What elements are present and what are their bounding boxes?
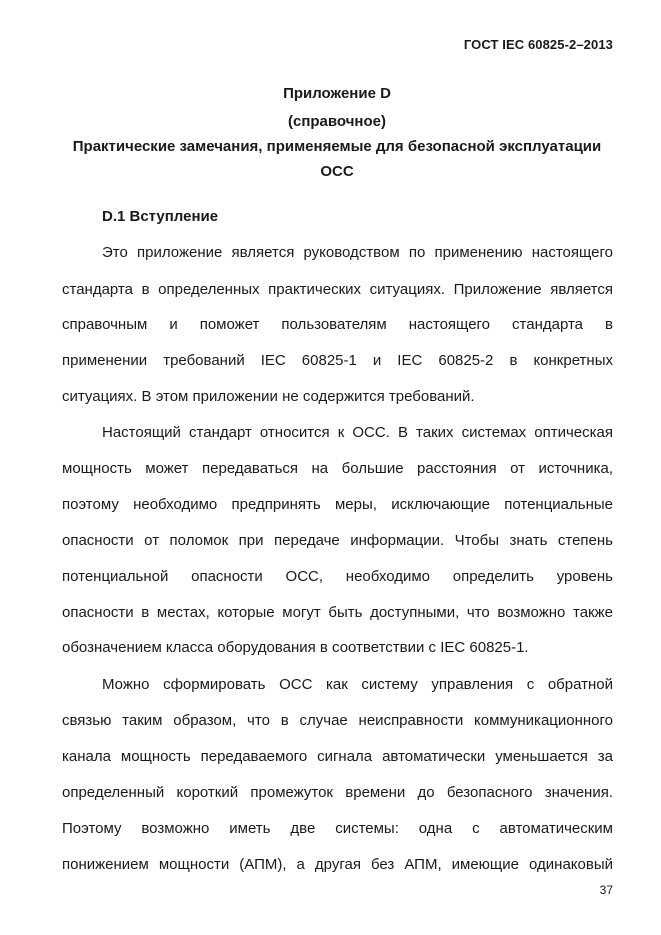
paragraph-3-line: Поэтому возможно иметь две системы: одна с автоматическим bbox=[62, 820, 613, 837]
paragraph-2-line: опасности от поломок при передаче информации. Чтобы знать степень bbox=[62, 532, 613, 549]
paragraph-3-line: связью таким образом, что в случае неисправности коммуникационного bbox=[62, 712, 613, 729]
paragraph-3-line: Можно сформировать ОСС как систему управления с обратной bbox=[102, 676, 613, 693]
paragraph-2-line: опасности в местах, которые могут быть доступными, что возможно также bbox=[62, 604, 613, 621]
paragraph-2-line: обозначением класса оборудования в соответствии с IEC 60825-1. bbox=[62, 639, 529, 656]
paragraph-1-line: применении требований IEC 60825-1 и IEC 60825-2 в конкретных bbox=[62, 352, 613, 369]
appendix-kind: (справочное) bbox=[288, 113, 386, 130]
paragraph-1-line: ситуациях. В этом приложении не содержится требований. bbox=[62, 388, 475, 405]
appendix-subtitle-line-2: ОСС bbox=[320, 163, 354, 180]
paragraph-1-line: стандарта в определенных практических ситуациях. Приложение является bbox=[62, 281, 613, 298]
paragraph-2-line: Настоящий стандарт относится к ОСС. В таких системах оптическая bbox=[102, 424, 613, 441]
paragraph-3-line: канала мощность передаваемого сигнала автоматически уменьшается за bbox=[62, 748, 613, 765]
appendix-subtitle-line-1: Практические замечания, применяемые для безопасной эксплуатации bbox=[72, 138, 602, 155]
appendix-title: Приложение D bbox=[283, 85, 391, 102]
paragraph-3-line: понижением мощности (АПМ), а другая без АПМ, имеющие одинаковый bbox=[62, 856, 613, 873]
paragraph-1-line: справочным и поможет пользователям настоящего стандарта в bbox=[62, 316, 613, 333]
paragraph-3-line: определенный короткий промежуток времени до безопасного значения. bbox=[62, 784, 613, 801]
paragraph-2-line: поэтому необходимо предпринять меры, исключающие потенциальные bbox=[62, 496, 613, 513]
page-number: 37 bbox=[599, 883, 613, 897]
paragraph-1-line: Это приложение является руководством по применению настоящего bbox=[102, 244, 613, 261]
paragraph-2-line: потенциальной опасности ОСС, необходимо определить уровень bbox=[62, 568, 613, 585]
paragraph-2-line: мощность может передаваться на большие расстояния от источника, bbox=[62, 460, 613, 477]
section-heading: D.1 Вступление bbox=[102, 208, 219, 225]
document-id-header: ГОСТ IEC 60825-2–2013 bbox=[463, 37, 613, 52]
